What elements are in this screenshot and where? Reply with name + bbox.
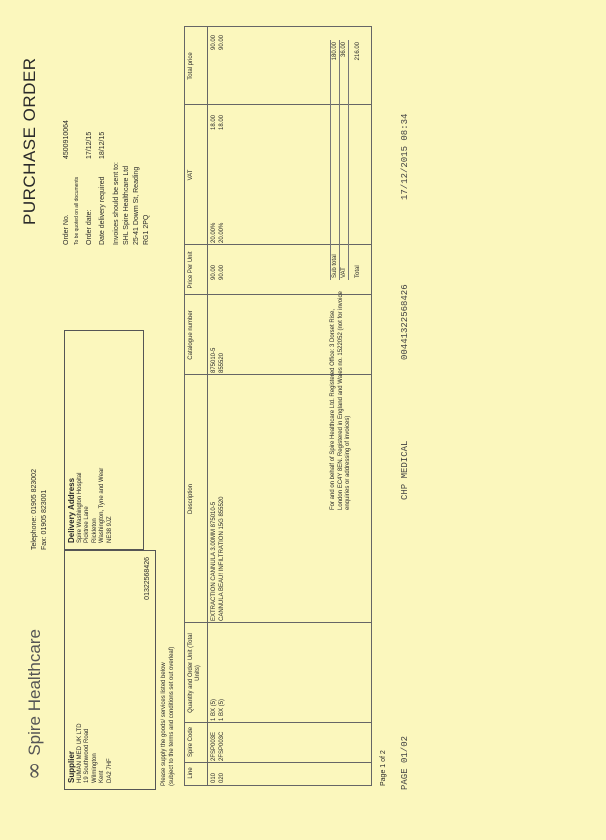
purchase-order-document [12,10,442,800]
row-code: 2FSP003E [211,731,217,761]
row-desc: EXTRACTION CANNULA 3.00MM 875010-5 [211,501,217,621]
supplier-line: Wilmington [91,753,98,783]
fax-header-strip [400,10,416,800]
header-total: Total price [188,52,194,80]
row-vat: 18.00 [211,114,217,130]
note-line: (subject to the terms and conditions set out overleaf) [169,646,175,786]
subtotal-value: 180.00 [332,42,338,61]
delivery-line: Washington, Tyne and Wear [99,467,105,543]
fax-number: 00441322568426 [400,284,410,360]
contact-block [30,469,50,550]
order-no: 4500910064 [63,120,70,159]
header-price: Price Per Unit [188,251,194,289]
invoice-line: 25-41 Dowm St, Reading [133,166,140,245]
order-date: 17/12/15 [86,131,93,159]
logo [22,629,47,780]
delivery-box [64,330,144,550]
invoice-label: Invoices should be sent to: [113,162,120,245]
row-code: 2FSP003C [219,731,225,761]
fax-sender: CHP MEDICAL [400,440,410,500]
supplier-heading: Supplier [67,750,76,783]
delivery-heading: Delivery Address [67,477,76,543]
header-desc: Description [188,484,194,515]
quote-note: To be quoted on all documents [74,176,80,245]
invoice-line: RG1 2PQ [143,214,150,245]
totals-block [330,40,362,280]
page-title: PURCHASE ORDER [20,57,39,225]
delivery-line: Spire Washington Hospital [76,472,83,543]
order-meta [62,120,152,245]
total-value: 216.00 [355,42,361,61]
row-line: 010 [211,772,217,783]
vat-value: 36.00 [341,42,347,58]
header-code: Spire Code [188,726,194,758]
row-line: 020 [219,772,225,783]
row-price: 90.00 [219,264,225,280]
order-date-label: Order date: [86,209,93,245]
delivery-line: Rickleton [91,518,98,543]
delivery-date: 18/12/15 [99,131,106,159]
fax: Fax: 01905 823001 [41,489,48,550]
supplier-line: Kent [99,770,105,783]
total-label: Total [355,265,361,278]
note-line: Please supply the goods/ services listed below [161,662,167,786]
legal-footer: For and on behalf of Spire Healthcare Ltd. Registered Office: 3 Dorset Rise, London EC4Y 8EN. Registered in England and Wales no. 1522052 (not for invoice enquiries or addressing of invoices) [330,291,351,510]
header-vat: VAT [188,169,194,181]
row-qty: 1 BX (5) [219,698,225,721]
order-no-label: Order No. [63,214,70,245]
row-total: 90.00 [211,34,217,50]
header-catalogue: Catalogue number [188,310,194,360]
spire-logo-icon: ∞ [22,761,47,780]
logo-text: Spire Healthcare [24,629,44,756]
supplier-line: DA2 7HF [106,758,113,783]
row-vat: 18.00 [219,114,225,130]
supplier-line: HUMAN MED UK LTD [76,723,83,783]
row-catalogue: 875010-5 [211,347,217,373]
page-number: Page 1 of 2 [380,750,387,786]
delivery-line: Picktree Lane [84,506,90,543]
supply-note [160,647,176,786]
delivery-date-label: Date delivery required [99,176,106,245]
row-price: 90.00 [211,264,217,280]
telephone: Telephone: 01905 823002 [31,469,38,550]
row-vat-rate: 20.00% [211,222,217,243]
header-line: Line [188,767,194,779]
subtotal-label: Sub total [332,254,338,278]
table-header [185,27,208,785]
row-vat-rate: 20.00% [219,222,225,243]
supplier-box [64,550,156,790]
header-qty: Quantity and Order Unit (Total Units) [188,633,201,713]
vat-label: VAT [341,267,347,278]
delivery-line: NE38 9JZ [106,516,113,543]
fax-page-count: PAGE 01/02 [400,735,410,790]
row-qty: 1 BX (5) [211,698,217,721]
row-total: 90.00 [219,34,225,50]
supplier-line: 19 Southwood Road [84,728,90,783]
supplier-ref: 01322568426 [143,557,151,600]
row-catalogue: 855520 [219,352,225,373]
invoice-line: SHL Spire Healthcare Ltd [123,165,130,245]
row-desc: CANNULA BEAU! INFILTRATION 15G 855520 [219,496,225,621]
fax-timestamp: 17/12/2015 08:34 [400,113,410,200]
